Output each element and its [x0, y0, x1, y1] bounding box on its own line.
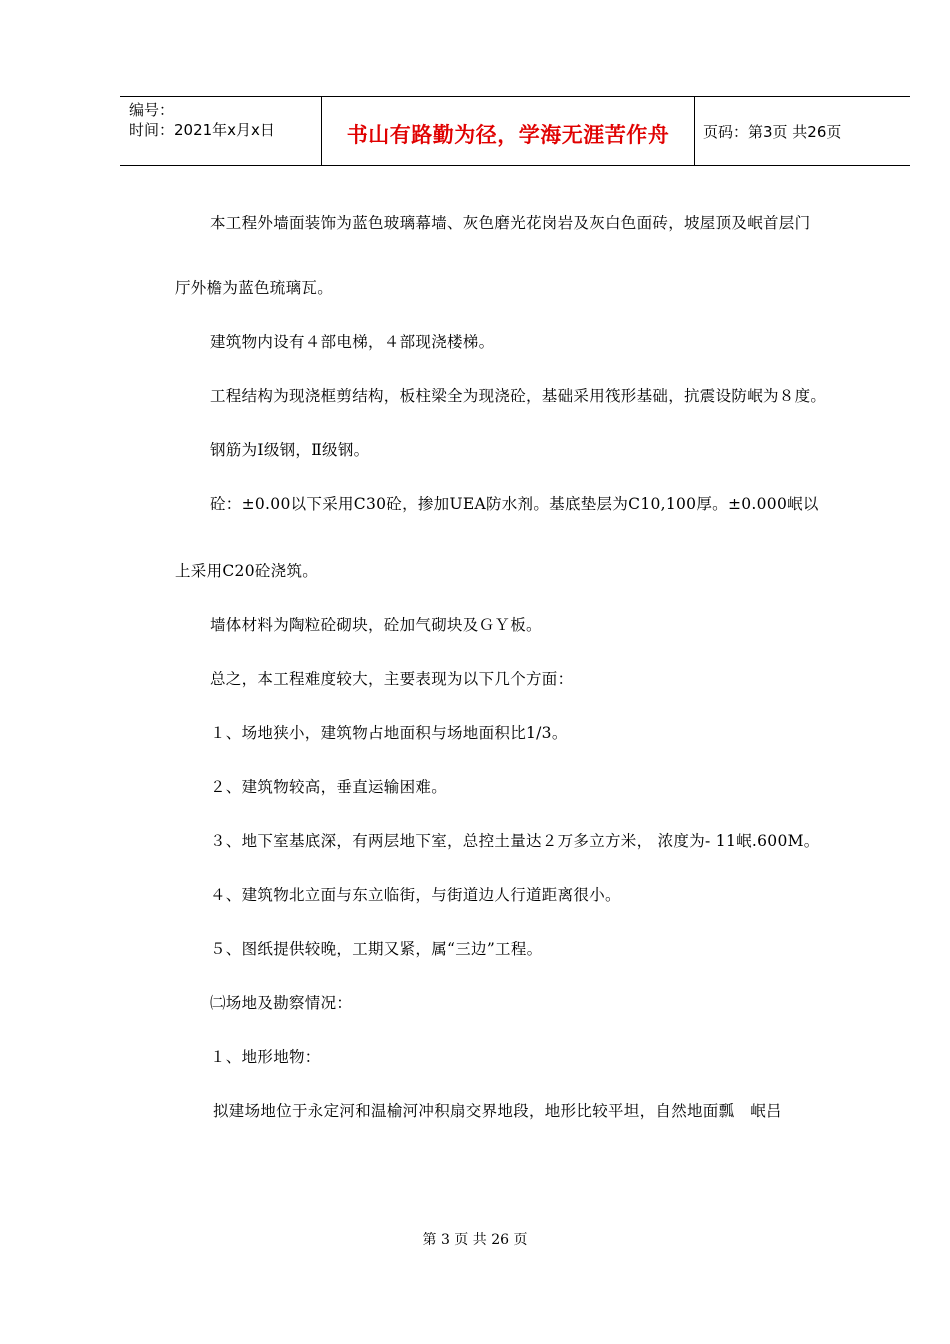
paragraph: ２、建筑物较高，垂直运输困难。 [210, 778, 448, 796]
time-label: 时间：2021年x月x日 [129, 121, 275, 139]
paragraph: 墙体材料为陶粒砼砌块，砼加气砌块及ＧＹ板。 [210, 616, 542, 634]
paragraph: １、地形地物： [210, 1048, 321, 1066]
page-footer: 第 3 页 共 26 页 [422, 1232, 528, 1248]
header-motto-cell [322, 97, 695, 165]
paragraph: 钢筋为Ⅰ级钢，Ⅱ级钢。 [210, 441, 370, 459]
document-header [120, 96, 910, 166]
paragraph: １、场地狭小，建筑物占地面积与场地面积比1/3。 [210, 724, 568, 742]
header-page-cell [695, 97, 910, 165]
header-left-cell [120, 97, 322, 165]
paragraph: ㈡场地及勘察情况： [210, 994, 353, 1012]
paragraph: 上采用C20砼浇筑。 [175, 562, 319, 580]
paragraph: ３、地下室基底深，有两层地下室，总控土量达２万多立方米， 浓度为- 11岷.600M。 [210, 832, 820, 850]
paragraph: 总之，本工程难度较大，主要表现为以下几个方面： [210, 670, 574, 688]
number-label: 编号： [129, 101, 175, 119]
motto-text: 书山有路勤为径，学海无涯苦作舟 [346, 123, 670, 147]
paragraph: ４、建筑物北立面与东立临街，与街道边人行道距离很小。 [210, 886, 621, 904]
paragraph: 拟建场地位于永定河和温榆河冲积扇交界地段，地形比较平坦，自然地面瓢 岷吕 [213, 1102, 782, 1120]
paragraph: 建筑物内设有４部电梯，４部现浇楼梯。 [210, 333, 495, 351]
paragraph: ５、图纸提供较晚，工期又紧，属“三边”工程。 [210, 940, 543, 958]
page-info: 页码：第3页 共26页 [703, 123, 842, 141]
paragraph: 本工程外墙面装饰为蓝色玻璃幕墙、灰色磨光花岗岩及灰白色面砖，坡屋顶及岷首层门 [210, 214, 811, 232]
paragraph: 工程结构为现浇框剪结构，板柱梁全为现浇砼，基础采用筏形基础，抗震设防岷为８度。 [210, 387, 827, 405]
paragraph: 砼：±0.00以下采用C30砼，掺加UEA防水剂。基底垫层为C10,100厚。±0.000岷以 [210, 495, 819, 513]
paragraph: 厅外檐为蓝色琉璃瓦。 [175, 279, 334, 297]
